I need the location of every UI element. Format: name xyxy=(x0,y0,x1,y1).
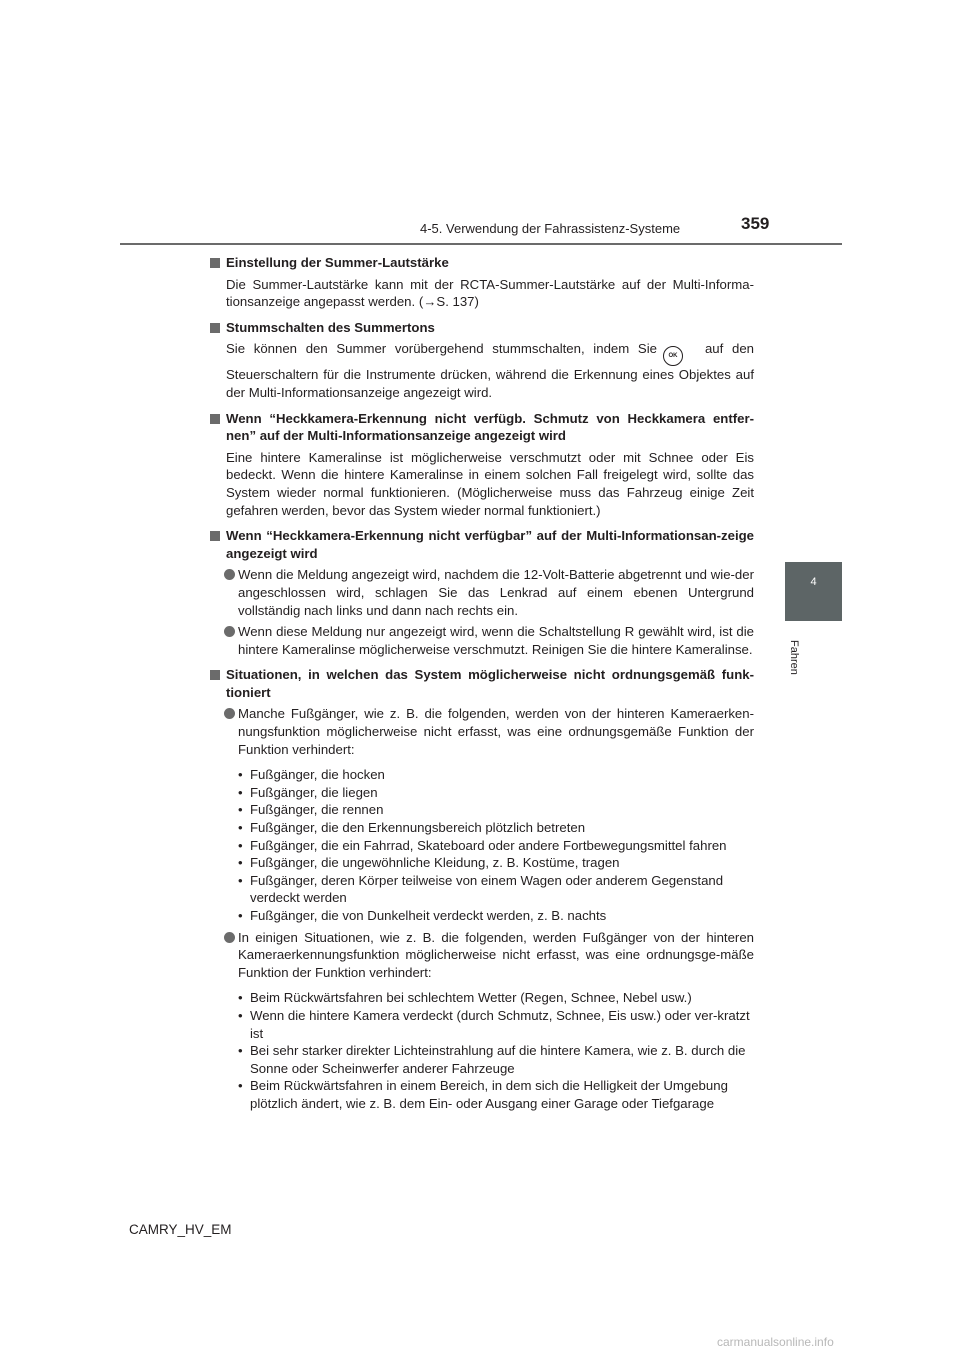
sub-list-item: • Beim Rückwärtsfahren bei schlechtem Wetter (Regen, Schnee, Nebel usw.) xyxy=(238,989,754,1007)
sub-list-item: • Fußgänger, die hocken xyxy=(238,766,754,784)
sub-list xyxy=(210,766,754,924)
sub-list-item: • Fußgänger, die von Dunkelheit verdeckt werden, z. B. nachts xyxy=(238,907,754,925)
watermark: carmanualsonline.info xyxy=(717,1335,834,1349)
page-number: 359 xyxy=(741,214,770,233)
square-bullet-icon xyxy=(210,258,220,268)
sub-list-item: • Fußgänger, die ungewöhnliche Kleidung, z. B. Kostüme, tragen xyxy=(238,854,754,872)
chapter-label: Fahren xyxy=(788,640,800,675)
section-heading: Wenn “Heckkamera-Erkennung nicht verfügb. Schmutz von Heckkamera entfer-nen” auf der Multi-Informationsanzeige angezeigt wird xyxy=(210,410,754,445)
section-heading: Situationen, in welchen das System möglicherweise nicht ordnungsgemäß funk-tioniert xyxy=(210,666,754,701)
sub-list-item: • Bei sehr starker direkter Lichteinstrahlung auf die hintere Kamera, wie z. B. durch die Sonne oder Scheinwerfer anderer Fahrzeuge xyxy=(238,1042,754,1077)
square-bullet-icon xyxy=(210,531,220,541)
list-item: In einigen Situationen, wie z. B. die folgenden, werden Fußgänger von der hinteren Kameraerkennungsfunktion möglicherweise nicht erfasst, was eine ordnungsge-mäße Funktion der Funktion verhindert: xyxy=(210,929,754,982)
header-divider xyxy=(120,243,842,245)
sub-list xyxy=(210,989,754,1112)
list-item: Manche Fußgänger, wie z. B. die folgenden, werden von der hinteren Kameraerken-nungsfunktion möglicherweise nicht erfasst, was eine ordnungsgemäße Funktion der Funktion verhindert: xyxy=(210,705,754,758)
ok-button-icon: OK xyxy=(663,346,683,366)
sub-list-item: • Wenn die hintere Kamera verdeckt (durch Schmutz, Schnee, Eis usw.) oder ver-kratzt ist xyxy=(238,1007,754,1042)
sub-list-item: • Fußgänger, die rennen xyxy=(238,801,754,819)
section-text: Sie können den Summer vorübergehend stummschalten, indem Sie OK auf den Steuerschaltern für die Instrumente drücken, während die Erkennung eines Objektes auf der Multi-Informationsanzeige angezeigt wird. xyxy=(226,341,754,400)
round-bullet-icon xyxy=(224,569,235,580)
sub-list-item: • Beim Rückwärtsfahren in einem Bereich, in dem sich die Helligkeit der Umgebung plötzlich ändert, wie z. B. dem Ein- oder Ausgang einer Garage oder Tiefgarage xyxy=(238,1077,754,1112)
chapter-number: 4 xyxy=(810,576,817,588)
section-text: Die Summer-Lautstärke kann mit der RCTA-Summer-Lautstärke auf der Multi-Informa-tionsanzeige angepasst werden. (→S. 137) xyxy=(226,276,754,310)
round-bullet-icon xyxy=(224,932,235,943)
sub-list-item: • Fußgänger, die den Erkennungsbereich plötzlich betreten xyxy=(238,819,754,837)
round-bullet-icon xyxy=(224,626,235,637)
sub-list-item: • Fußgänger, die ein Fahrrad, Skateboard oder andere Fortbewegungsmittel fahren xyxy=(238,837,754,855)
list-item: Wenn die Meldung angezeigt wird, nachdem die 12-Volt-Batterie abgetrennt und wie-der angeschlossen wird, schlagen Sie das Lenkrad auf einem ebenen Untergrund vollständig nach links und dann nach rechts ein. xyxy=(210,566,754,619)
section-text: Eine hintere Kameralinse ist möglicherweise verschmutzt oder mit Schnee oder Eis bedeckt. Wenn die hintere Kameralinse in einem solchen Fall freigelegt wird, sollte das System wieder normal funktionieren. (Möglicherweise muss das Fahrzeug einige Zeit gefahren werden, bevor das System wieder normal funktioniert.) xyxy=(226,449,754,518)
section-heading: Einstellung der Summer-Lautstärke xyxy=(210,254,754,272)
document-code: CAMRY_HV_EM xyxy=(129,1222,232,1237)
sub-list-item: • Fußgänger, die liegen xyxy=(238,784,754,802)
square-bullet-icon xyxy=(210,670,220,680)
chapter-tab xyxy=(785,562,842,621)
section-heading: Wenn “Heckkamera-Erkennung nicht verfügbar” auf der Multi-Informationsan-zeige angezeigt wird xyxy=(210,527,754,562)
square-bullet-icon xyxy=(210,323,220,333)
square-bullet-icon xyxy=(210,414,220,424)
sub-list-item: • Fußgänger, deren Körper teilweise von einem Wagen oder anderem Gegenstand verdeckt werden xyxy=(238,872,754,907)
round-bullet-icon xyxy=(224,708,235,719)
page-content xyxy=(210,254,754,1113)
section-heading: Stummschalten des Summertons xyxy=(210,319,754,337)
running-header-section: 4-5. Verwendung der Fahrassistenz-Systeme xyxy=(420,221,681,236)
list-item: Wenn diese Meldung nur angezeigt wird, wenn die Schaltstellung R gewählt wird, ist die hintere Kameralinse möglicherweise verschmutzt. Reinigen Sie die hintere Kameralinse. xyxy=(210,623,754,658)
